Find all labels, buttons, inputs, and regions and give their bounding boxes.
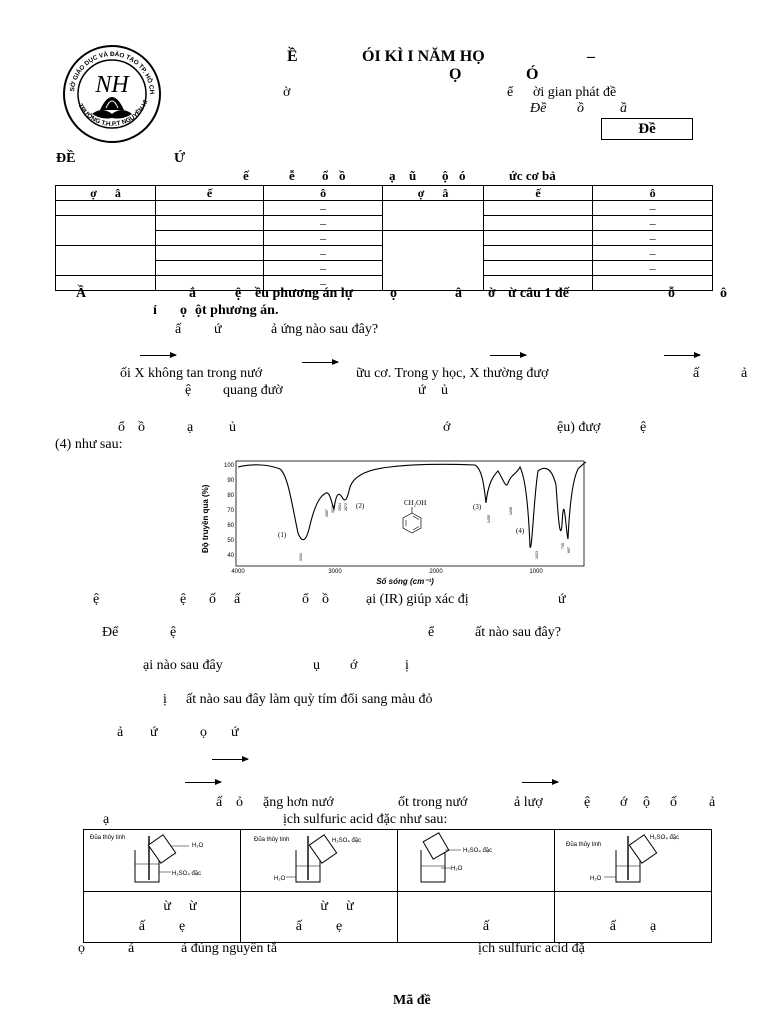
table-cell xyxy=(156,231,264,246)
question-text: ổ xyxy=(302,592,309,607)
table-cell xyxy=(593,276,713,291)
table-cell xyxy=(483,231,593,246)
table-cell: – xyxy=(263,276,383,291)
table-cell: – xyxy=(593,231,713,246)
question-text: ọ xyxy=(200,725,207,740)
question-text: ứ xyxy=(558,592,566,607)
svg-text:H₂SO₄ đặc: H₂SO₄ đặc xyxy=(650,835,680,841)
y-tick: 70 xyxy=(227,508,234,514)
matrix-caption: ễ xyxy=(289,168,295,183)
table-cell xyxy=(383,231,483,291)
table-cell xyxy=(156,276,264,291)
header-cell: ợ â xyxy=(383,186,483,201)
beaker-diagram xyxy=(87,830,237,886)
peak-label: (2) xyxy=(356,502,365,510)
question-text: ả ứng nào sau đây? xyxy=(271,322,379,337)
table-cell: – xyxy=(593,216,713,231)
method-caption-cell: ừ ừ ấ ẹ xyxy=(241,892,398,943)
beaker-diagram xyxy=(401,830,551,886)
x-axis-label: Số sóng (cm⁻¹) xyxy=(376,577,434,586)
x-tick: 2000 xyxy=(429,569,443,575)
school-logo xyxy=(62,44,162,144)
question-text: ủ xyxy=(229,420,236,435)
question-text: quang đườ xyxy=(223,383,283,398)
y-tick: 90 xyxy=(227,478,234,484)
part-heading: ọ xyxy=(390,286,397,301)
method-caption-cell: ừ ừ ấ ẹ xyxy=(84,892,241,943)
table-cell: – xyxy=(263,231,383,246)
exam-code-footer: Mã đề xyxy=(393,993,431,1008)
question-text: ại nào sau đây xyxy=(143,658,223,673)
table-cell xyxy=(56,201,156,216)
beaker-diagram xyxy=(558,830,708,886)
section-title: Ứ xyxy=(174,151,186,166)
table-cell xyxy=(483,216,593,231)
question-text: ổ xyxy=(118,420,125,435)
question-text: ứ xyxy=(418,383,426,398)
question-text: ất nào sau đây làm quỳ tím đổi sang màu đỏ xyxy=(186,692,433,707)
svg-text:Đũa thủy tinh: Đũa thủy tinh xyxy=(254,837,290,843)
title-fragment: Ề xyxy=(287,48,298,65)
beaker-diagram-cell xyxy=(555,830,712,892)
table-cell: – xyxy=(263,216,383,231)
question-text: ủ xyxy=(441,383,448,398)
header-cell: ô xyxy=(593,186,713,201)
question-text: ệu) đượ xyxy=(557,420,601,435)
svg-text:SỞ GIÁO DỤC VÀ ĐÀO TẠO TP. HỒ: SỞ GIÁO DỤC VÀ ĐÀO TẠO TP. HỒ CH xyxy=(69,50,156,95)
title-fragment: ÓI KÌ I NĂM HỌ xyxy=(362,48,485,65)
svg-text:H₂O: H₂O xyxy=(451,866,463,872)
question-text: ỏ xyxy=(236,795,243,810)
part-heading: â xyxy=(455,286,462,301)
svg-text:H₂SO₄ đặc: H₂SO₄ đặc xyxy=(332,838,362,844)
exam-code-box: Đề xyxy=(601,118,693,140)
part-heading: ọ xyxy=(180,303,187,318)
question-text: ớ xyxy=(620,795,628,810)
table-row xyxy=(84,830,712,892)
header-cell: ô xyxy=(263,186,383,201)
peak-value: 3331 xyxy=(299,553,303,561)
question-text: ồ xyxy=(138,420,145,435)
part-heading: Ầ xyxy=(76,286,87,301)
table-cell: – xyxy=(593,261,713,276)
exam-matrix-table xyxy=(55,185,713,291)
question-text: ệ xyxy=(640,420,647,435)
method-caption-cell: ấ xyxy=(398,892,555,943)
y-tick: 100 xyxy=(223,463,234,469)
question-text: ứ xyxy=(214,322,222,337)
reaction-arrow-icon xyxy=(490,355,526,356)
title-fragment: Ọ xyxy=(449,66,462,83)
peak-value: 3030 xyxy=(331,505,335,513)
question-text: ố xyxy=(670,795,677,810)
title-fragment: – xyxy=(587,48,595,65)
time-fragment: ờ xyxy=(283,85,291,100)
svg-text:TRƯỜNG T.H.P.T NGUYỄN HIỀN: TRƯỜNG T.H.P.T NGUYỄN HI xyxy=(76,99,150,128)
peak-value: 735 xyxy=(561,543,565,549)
question-text: ớ xyxy=(350,658,358,673)
question-text: ố xyxy=(209,592,216,607)
svg-text:H₂O: H₂O xyxy=(590,876,602,882)
question-text: ả xyxy=(117,725,124,740)
question-text: ệ xyxy=(584,795,591,810)
table-row xyxy=(84,892,712,943)
matrix-caption: ồ xyxy=(339,168,346,183)
beaker-diagram-cell xyxy=(241,830,398,892)
question-text: ả xyxy=(128,941,135,956)
time-fragment: ể xyxy=(507,85,514,100)
part-heading: ừ câu 1 đế xyxy=(508,286,569,301)
question-text: ọ xyxy=(78,941,85,956)
svg-text:Đũa thủy tinh: Đũa thủy tinh xyxy=(566,842,602,848)
peak-value: 1023 xyxy=(535,551,539,559)
molecule-label: CH₂OH xyxy=(404,499,427,507)
beaker-diagram xyxy=(244,830,394,886)
question-text: ịch sulfuric acid đặc như sau: xyxy=(283,812,448,827)
x-tick: 1000 xyxy=(529,569,543,575)
header-cell: ế xyxy=(156,186,264,201)
peak-value: 1455 xyxy=(487,515,491,523)
table-cell: – xyxy=(593,201,713,216)
beaker-diagram-cell xyxy=(398,830,555,892)
part-heading: ột phương án. xyxy=(195,303,279,318)
table-cell: – xyxy=(593,246,713,261)
y-axis-label: Độ truyền qua (%) xyxy=(201,484,210,553)
matrix-caption: ộ xyxy=(442,168,449,183)
question-text: ả lượ xyxy=(514,795,543,810)
table-cell: – xyxy=(263,201,383,216)
peak-label: (3) xyxy=(473,503,482,511)
table-row xyxy=(56,201,713,216)
question-text: ấ xyxy=(693,366,700,381)
y-tick: 50 xyxy=(227,538,234,544)
matrix-caption: ế xyxy=(243,168,249,183)
reaction-arrow-icon xyxy=(185,782,221,783)
svg-text:H₂O: H₂O xyxy=(192,843,204,849)
question-text: ụ xyxy=(313,658,320,673)
part-heading: ỉ xyxy=(153,303,157,318)
peak-value: 1208 xyxy=(509,507,513,515)
matrix-caption: ổ xyxy=(322,168,329,183)
question-text: ả đúng nguyên tắ xyxy=(181,941,278,956)
header-cell: ế xyxy=(483,186,593,201)
table-cell xyxy=(156,201,264,216)
ir-spectrum-figure xyxy=(200,455,595,590)
table-cell xyxy=(56,216,156,246)
logo-monogram: NH xyxy=(95,72,129,98)
question-text: Để xyxy=(102,625,119,640)
question-text: ể xyxy=(428,625,435,640)
question-text: ữu cơ. Trong y học, X thường đượ xyxy=(356,366,549,381)
question-text: ị xyxy=(405,658,409,673)
table-cell: – xyxy=(263,261,383,276)
part-heading: ỗ xyxy=(668,286,675,301)
benzyl-alcohol-structure xyxy=(403,499,426,533)
question-text: ốt trong nướ xyxy=(398,795,468,810)
peak-value: 2934 xyxy=(338,503,342,511)
matrix-caption: ó xyxy=(459,168,466,183)
peak-value: 2872 xyxy=(344,503,348,511)
title-fragment: Ó xyxy=(526,66,539,83)
table-cell xyxy=(483,201,593,216)
question-text: ấ xyxy=(175,322,182,337)
question-text: ịch sulfuric acid đặ xyxy=(478,941,585,956)
time-fragment: ời gian phát đề xyxy=(533,85,617,100)
table-cell xyxy=(483,261,593,276)
x-tick: 3000 xyxy=(328,569,342,575)
y-tick: 60 xyxy=(227,523,234,529)
table-cell xyxy=(56,276,156,291)
y-tick: 40 xyxy=(227,553,234,559)
peak-label: (4) xyxy=(516,527,525,535)
method-caption-cell: ấ ạ xyxy=(555,892,712,943)
svg-text:H₂O: H₂O xyxy=(274,876,286,882)
question-text: (4) như sau: xyxy=(55,437,123,452)
question-text: ệ xyxy=(185,383,192,398)
svg-text:Đũa thủy tinh: Đũa thủy tinh xyxy=(90,835,126,841)
question-text: ạ xyxy=(187,420,194,435)
table-cell xyxy=(156,216,264,231)
question-text: ệ xyxy=(170,625,177,640)
question-text: ệ xyxy=(180,592,187,607)
reaction-arrow-icon xyxy=(522,782,558,783)
question-text: ả xyxy=(709,795,716,810)
question-text: ấ xyxy=(234,592,241,607)
section-title: ĐỀ xyxy=(56,151,76,166)
question-text: ạ xyxy=(103,812,110,827)
table-header-row xyxy=(56,186,713,201)
question-text: ộ xyxy=(643,795,650,810)
y-tick: 80 xyxy=(227,493,234,499)
question-text: ớ xyxy=(443,420,451,435)
reaction-arrow-icon xyxy=(140,355,176,356)
peak-value: 3087 xyxy=(325,509,329,517)
peak-label: (1) xyxy=(278,531,287,539)
part-heading: ệ xyxy=(235,286,242,301)
header-cell: ợ â xyxy=(56,186,156,201)
table-cell xyxy=(56,246,156,276)
reaction-arrow-icon xyxy=(212,759,248,760)
reaction-arrow-icon xyxy=(664,355,700,356)
question-text: ặng hơn nướ xyxy=(263,795,334,810)
table-cell: – xyxy=(263,246,383,261)
part-heading: ờ xyxy=(488,286,496,301)
question-text: ứ xyxy=(231,725,239,740)
part-heading: ắ xyxy=(189,286,196,301)
note-fragment: ồ xyxy=(577,101,584,116)
question-text: ồ xyxy=(322,592,329,607)
question-text: ệ xyxy=(93,592,100,607)
matrix-caption: ạ xyxy=(389,168,396,183)
dilution-methods-table xyxy=(83,829,712,943)
question-text: ấ xyxy=(216,795,223,810)
part-heading: ô xyxy=(720,286,727,301)
matrix-caption: ức cơ bả xyxy=(509,168,556,183)
peak-value: 697 xyxy=(567,547,571,553)
question-text: ứ xyxy=(150,725,158,740)
question-text: ị xyxy=(163,692,167,707)
note-fragment: ầ xyxy=(620,101,627,116)
svg-text:H₂SO₄ đặc: H₂SO₄ đặc xyxy=(463,848,493,854)
question-text: ất nào sau đây? xyxy=(475,625,561,640)
x-tick: 4000 xyxy=(231,569,245,575)
question-text: ại (IR) giúp xác đị xyxy=(366,592,469,607)
table-cell xyxy=(156,246,264,261)
table-cell xyxy=(383,201,483,231)
question-text: ối X không tan trong nướ xyxy=(120,366,263,381)
matrix-caption: ũ xyxy=(409,168,417,183)
part-heading: ều phương án lự xyxy=(255,286,354,301)
table-cell xyxy=(483,246,593,261)
table-cell xyxy=(156,261,264,276)
note-fragment: Đề xyxy=(530,101,547,116)
svg-text:H₂SO₄ đặc: H₂SO₄ đặc xyxy=(172,871,202,877)
beaker-diagram-cell xyxy=(84,830,241,892)
question-text: ả xyxy=(741,366,748,381)
reaction-arrow-icon xyxy=(302,362,338,363)
